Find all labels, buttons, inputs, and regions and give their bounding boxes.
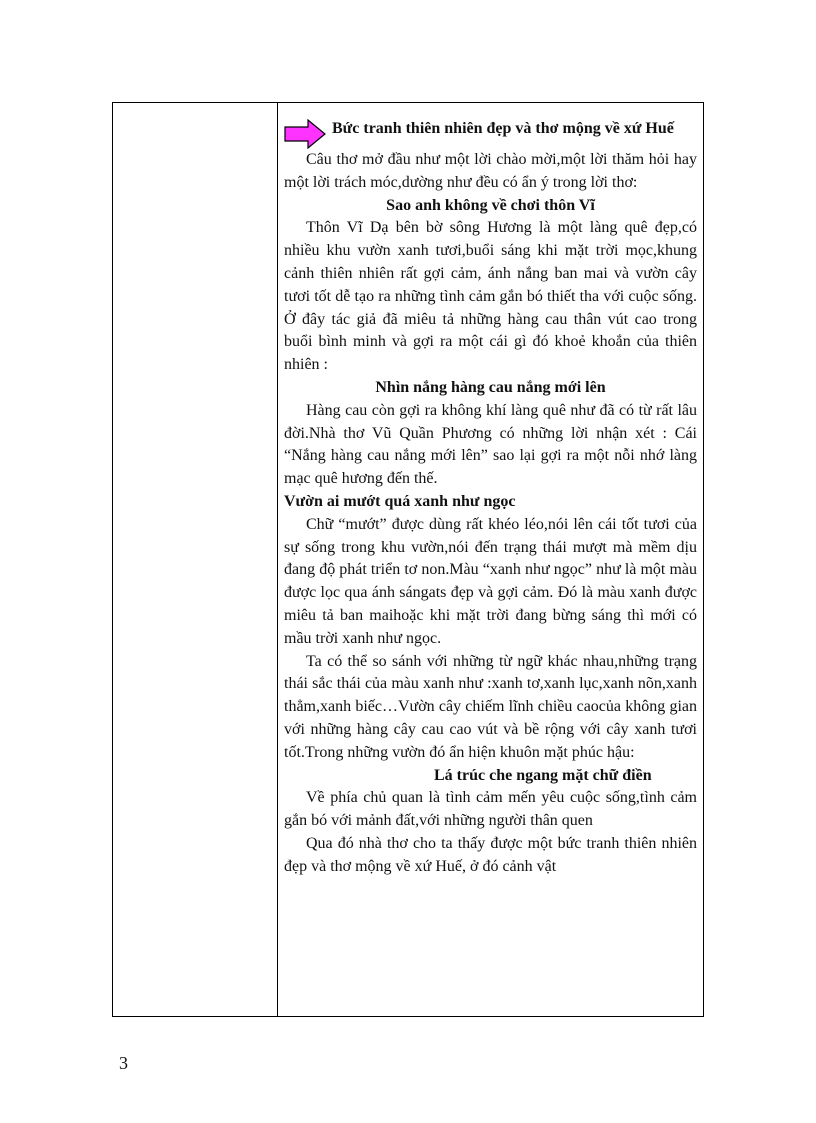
- verse-3: Vườn ai mướt quá xanh như ngọc: [284, 492, 516, 510]
- verse-1: Sao anh không về chơi thôn Vĩ: [386, 196, 595, 214]
- table-right-column: [278, 103, 703, 1016]
- paragraph-6: Về phía chủ quan là tình cảm mến yêu cuộc sống,tình cảm gắn bó với mảnh đất,với những người thân quen: [284, 789, 697, 830]
- table-left-column: [113, 103, 278, 1016]
- content-table: [112, 102, 704, 1017]
- paragraph-3: Hàng cau còn gợi ra không khí làng quê như đã có từ rất lâu đời.Nhà thơ Vũ Quần Phương có những lời nhận xét : Cái “Nắng hàng cau nắng mới lên” sao lại gợi ra một nỗi nhớ làng mạc quê hương đến thế.: [284, 401, 697, 488]
- paragraph-5: Ta có thể so sánh với những từ ngữ khác nhau,những trạng thái sắc thái của màu xanh như :xanh tơ,xanh lục,xanh nõn,xanh thẳm,xanh biếc…Vườn cây chiếm lĩnh chiều caocủa không gian với những hàng cây cau cao vút và bề rộng với cây xanh tươi tốt.Trong những vườn đó ẩn hiện khuôn mặt phúc hậu:: [284, 652, 697, 761]
- section-heading: Bức tranh thiên nhiên đẹp và thơ mộng về xứ Huế: [332, 120, 674, 137]
- paragraph-7: Qua đó nhà thơ cho ta thấy được một bức tranh thiên nhiên đẹp và thơ mộng về xứ Huế, ở đó cảnh vật: [284, 834, 697, 875]
- paragraph-2: Thôn Vĩ Dạ bên bờ sông Hương là một làng quê đẹp,có nhiều khu vườn xanh tươi,buổi sáng khi mặt trời mọc,khung cảnh thiên nhiên rất gợi cảm, ánh nắng ban mai và vườn cây tươi tốt dễ tạo ra những tình cảm gắn bó thiết tha với cuộc sống. Ở đây tác giả đã miêu tả những hàng cau thân vút cao trong buổi bình minh và gợi ra một cái gì đó khoẻ khoắn của thiên nhiên :: [284, 219, 697, 374]
- verse-2: Nhìn nắng hàng cau nắng mới lên: [375, 378, 606, 396]
- paragraph-4: Chữ “mướt” được dùng rất khéo léo,nói lên cái tốt tươi của sự sống trong khu vườn,nói đến trạng thái mượt mà mềm dịu đang độ phát triển tơ non.Màu “xanh như ngọc” như là một màu được lọc qua ánh sángats đẹp và gợi cảm. Đó là màu xanh được miêu tả ban maihoặc khi mặt trời đang bừng sáng thì mới có mầu trời xanh như ngọc.: [284, 515, 697, 647]
- section-heading-row: [284, 117, 697, 149]
- page-number: 3: [119, 1053, 128, 1073]
- right-arrow-icon: [284, 119, 326, 149]
- paragraph-1: Câu thơ mở đầu như một lời chào mời,một lời thăm hỏi hay một lời trách móc,dường như đều có ẩn ý trong lời thơ:: [284, 151, 697, 191]
- verse-4: Lá trúc che ngang mặt chữ điền: [434, 766, 652, 784]
